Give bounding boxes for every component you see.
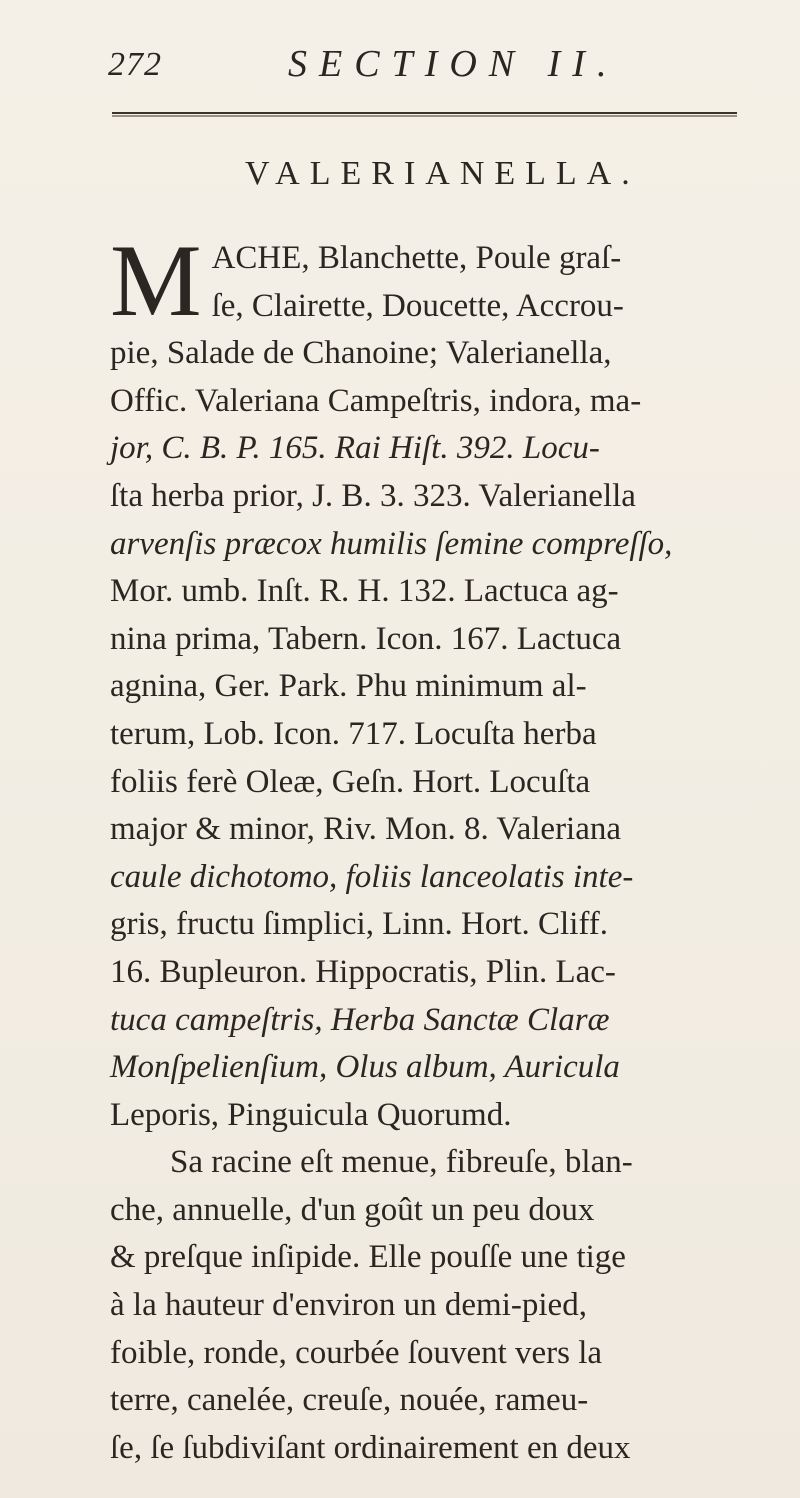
- text-line: Monſpelienſium, Olus album, Auricula: [110, 1049, 620, 1086]
- text-line: Leporis, Pinguicula Quorumd.: [110, 1096, 512, 1133]
- drop-cap: M: [110, 224, 202, 338]
- text-line: à la hauteur d'environ un demi-pied,: [110, 1287, 587, 1324]
- text-line: major & minor, Riv. Mon. 8. Valeriana: [110, 811, 622, 848]
- page-number: 272: [108, 46, 162, 83]
- text-line: nina prima, Tabern. Icon. 167. Lactuca: [110, 620, 622, 657]
- section-heading: SECTION II.: [288, 43, 619, 85]
- text-line: Offic. Valeriana Campeſtris, indora, ma-: [110, 382, 642, 419]
- article-body: [110, 224, 750, 1472]
- text-line: ſta herba prior, J. B. 3. 323. Valerianella: [110, 477, 636, 514]
- text-line: agnina, Ger. Park. Phu minimum al-: [110, 668, 587, 705]
- text-line: ſe, ſe ſubdiviſant ordinairement en deux: [110, 1429, 631, 1466]
- text-line: Sa racine eſt menue, fibreuſe, blan-: [170, 1144, 633, 1181]
- article-title: VALERIANELLA.: [245, 155, 640, 192]
- text-line: jor, C. B. P. 165. Rai Hiſt. 392. Locu-: [110, 430, 600, 467]
- running-head: [108, 38, 748, 88]
- text-line: gris, fructu ſimplici, Linn. Hort. Cliff.: [110, 906, 608, 943]
- text-line: foible, ronde, courbée ſouvent vers la: [110, 1334, 603, 1371]
- text-line: caule dichotomo, foliis lanceolatis inte-: [110, 858, 634, 895]
- header-rule: [112, 112, 737, 114]
- text-line: & preſque inſipide. Elle pouſſe une tige: [110, 1239, 626, 1276]
- text-line: foliis ferè Oleæ, Geſn. Hort. Locuſta: [110, 763, 591, 800]
- text-line: 16. Bupleuron. Hippocratis, Plin. Lac-: [110, 953, 616, 990]
- text-line: Mor. umb. Inſt. R. H. 132. Lactuca ag-: [110, 573, 619, 610]
- text-line: tuca campeſtris, Herba Sanctæ Claræ: [110, 1001, 610, 1038]
- text-line: ACHE, Blanchette, Poule graſ-: [211, 240, 622, 276]
- text-line: terum, Lob. Icon. 717. Locuſta herba: [110, 715, 597, 752]
- text-line: pie, Salade de Chanoine; Valerianella,: [110, 335, 612, 372]
- text-line: arvenſis præcox humilis ſemine compreſſo,: [110, 525, 673, 562]
- text-line: terre, canelée, creuſe, nouée, rameu-: [110, 1382, 589, 1419]
- text-line: che, annuelle, d'un goût un peu doux: [110, 1191, 595, 1228]
- text-line: ſe, Clairette, Doucette, Accrou-: [211, 287, 624, 324]
